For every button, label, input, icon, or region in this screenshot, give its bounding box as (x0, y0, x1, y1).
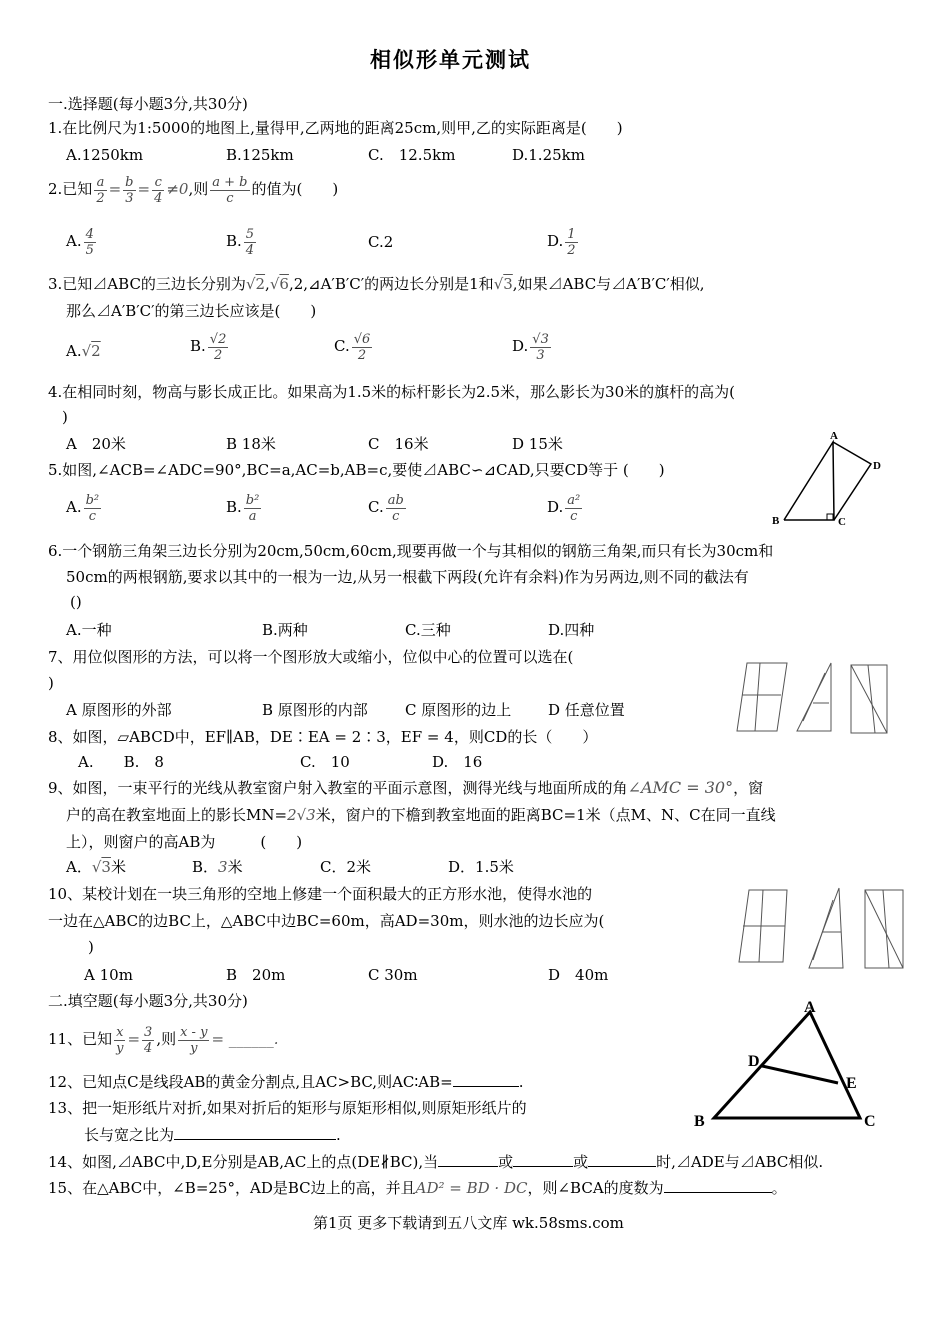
point-label-a: A (804, 999, 816, 1016)
point-label-b: B (694, 1113, 705, 1130)
q5-option-c: C. $\frac{ab}{c}$ (368, 492, 404, 524)
q9-option-b: B．3米 (192, 858, 243, 876)
q14-answer-blank-3[interactable] (588, 1152, 656, 1167)
q8-option-c: C. 10 (300, 753, 350, 771)
q13-answer-blank[interactable] (174, 1125, 336, 1140)
q2-option-a: A. $\frac{4}{5}$ (66, 226, 94, 258)
q3-option-b: B. $\frac{√2}{2}$ (190, 331, 227, 363)
q6-line2: 50cm的两根钢筋,要求以其中的一根为一边,从另一根截下两段(允许有余料)作为另两边,则不同的截法有 (66, 568, 749, 586)
q7-option-d: D 任意位置 (548, 701, 625, 719)
q10-line3: ) (88, 938, 94, 956)
q9-line1: 9、如图，一束平行的光线从教室窗户射入教室的平面示意图，测得光线与地面所成的角∠AMC = 30°，窗 (48, 778, 764, 797)
q13-line2: 长与宽之比为 . (84, 1126, 341, 1144)
point-label-d: D (748, 1053, 760, 1070)
q2-stem: 2.已知 $\frac{a}{2}$ = $\frac{b}{3}$ = $\frac{c}{4}$ ≠0,则 $\frac{a + b}{c}$ 的值为( ) (48, 174, 339, 206)
point-label-e: E (846, 1075, 857, 1092)
q9-option-d: D．1.5米 (448, 858, 514, 876)
q5-option-a: A. $\frac{\text{b²}}{c}$ (66, 492, 100, 524)
point-label-d: D (873, 460, 881, 472)
q12-stem: 12、已知点C是线段AB的黄金分割点,且AC>BC,则AC∶AB= . (48, 1073, 524, 1091)
fraction: $\frac{a}{2}$ (96, 174, 105, 206)
q14-stem: 14、如图,⊿ABC中,D,E分别是AB,AC上的点(DE∦BC),当 或 或 时,⊿ADE与⊿ABC相似. (48, 1153, 824, 1171)
q3-line1: 3.已知⊿ABC的三边长分别为√2,√6,2,⊿A′B′C′的两边长分别是1和√3,如果⊿ABC与⊿A′B′C′相似, (48, 275, 705, 293)
section-heading-fill: 二.填空题(每小题3分,共30分) (48, 992, 248, 1010)
q1-option-d: D.1.25km (512, 146, 585, 164)
q5-triangle-figure (768, 428, 893, 533)
q2-option-c: C.2 (368, 233, 394, 251)
q4-line1: 4.在相同时刻，物高与影长成正比。如果高为1.5米的标杆影长为2.5米，那么影长为30米的旗杆的高为( (48, 383, 735, 401)
q9-line2: 户的高在教室地面上的影长MN=2√3米，窗户的下檐到教室地面的距离BC=1米（点M、N、C在同一直线 (66, 806, 776, 824)
q6-option-d: D.四种 (548, 621, 595, 639)
q14-answer-blank-2[interactable] (513, 1152, 573, 1167)
point-label-b: B (772, 515, 780, 527)
q5-option-b: B. $\frac{\text{b²}}{a}$ (226, 492, 260, 524)
q1-option-b: B.125km (226, 146, 294, 164)
q6-option-a: A.一种 (66, 621, 112, 639)
q1-option-c: C. 12.5km (368, 146, 456, 164)
q9-line3: 上），则窗户的高AB为 ( ) (66, 833, 303, 851)
q10-option-a: A 10m (84, 966, 133, 984)
q15-stem: 15、在△ABC中，∠B=25°，AD是BC边上的高，并且AD² = BD · DC，则∠BCA的度数为 。 (48, 1179, 787, 1197)
q2-option-b: B. $\frac{5}{4}$ (226, 226, 255, 258)
q7-option-b: B 原图形的内部 (262, 701, 368, 719)
q8-option-d: D. 16 (432, 753, 483, 771)
q7-line2: ) (48, 674, 54, 692)
q6-option-b: B.两种 (262, 621, 308, 639)
q2-option-d: D. $\frac{1}{2}$ (547, 226, 576, 258)
q14-answer-blank-1[interactable] (438, 1152, 498, 1167)
q7-option-c: C 原图形的边上 (405, 701, 512, 719)
q11-stem: 11、已知 $\frac{x}{y}$ = $\frac{3}{4}$ ,则 $\frac{x - y}{y}$ = ______. (48, 1024, 279, 1056)
q3-option-d: D. $\frac{√3}{3}$ (512, 331, 549, 363)
q6-line1: 6.一个钢筋三角架三边长分别为20cm,50cm,60cm,现要再做一个与其相似的钢筋三角架,而只有长为30cm和 (48, 542, 774, 560)
q8-stem: 8、如图，▱ABCD中，EF∥AB，DE∶EA = 2∶3，EF = 4，则CD的长（ ） (48, 728, 598, 746)
q10-option-d: D 40m (548, 966, 609, 984)
q10-line2: 一边在△ABC的边BC上，△ABC中边BC=60m，高AD=30m，则水池的边长应为( (48, 912, 605, 930)
q7-option-a: A 原图形的外部 (66, 701, 172, 719)
q5-stem: 5.如图,∠ACB=∠ADC=90°,BC=a,AC=b,AB=c,要使⊿ABC∽⊿CAD,只要CD等于 ( ) (48, 461, 665, 479)
q4-option-a: A 20米 (66, 435, 126, 453)
q8-option-ab: A. B. 8 (78, 753, 164, 771)
q9-option-c: C．2米 (320, 858, 372, 876)
page-title: 相似形单元测试 (370, 48, 531, 72)
q3-option-a: A.√2 (66, 342, 101, 360)
q5-option-d: D. $\frac{\text{a²}}{c}$ (547, 492, 581, 524)
q4-line2: ) (62, 408, 68, 426)
q10-side-figures (733, 880, 913, 978)
q4-option-d: D 15米 (512, 435, 563, 453)
q7-similar-figures (733, 655, 903, 747)
q12-answer-blank[interactable] (453, 1072, 519, 1087)
q3-option-c: C. $\frac{√6}{2}$ (334, 331, 371, 363)
q6-option-c: C.三种 (405, 621, 451, 639)
q10-line1: 10、某校计划在一块三角形的空地上修建一个面积最大的正方形水池，使得水池的 (48, 885, 593, 903)
q3-line2: 那么⊿A′B′C′的第三边长应该是( ) (66, 302, 317, 320)
q10-option-c: C 30m (368, 966, 418, 984)
q6-line3: () (70, 593, 82, 611)
q14-triangle-figure (688, 998, 888, 1134)
q9-option-a: A．√3米 (66, 858, 126, 876)
q4-option-b: B 18米 (226, 435, 276, 453)
q1-stem: 1.在比例尺为1:5000的地图上,量得甲,乙两地的距离25cm,则甲,乙的实际距离是( ) (48, 119, 623, 137)
section-heading-choice: 一.选择题(每小题3分,共30分) (48, 95, 248, 113)
q15-answer-blank[interactable] (664, 1178, 772, 1193)
point-label-c: C (864, 1113, 876, 1130)
point-label-c: C (838, 516, 846, 528)
q10-option-b: B 20m (226, 966, 286, 984)
point-label-a: A (830, 430, 838, 442)
q13-line1: 13、把一矩形纸片对折,如果对折后的矩形与原矩形相似,则原矩形纸片的 (48, 1099, 527, 1117)
q4-option-c: C 16米 (368, 435, 429, 453)
q1-option-a: A.1250km (66, 146, 144, 164)
q7-line1: 7、用位似图形的方法，可以将一个图形放大或缩小，位似中心的位置可以选在( (48, 648, 574, 666)
page-footer: 第1页 更多下载请到五八文库 wk.58sms.com (313, 1214, 624, 1232)
